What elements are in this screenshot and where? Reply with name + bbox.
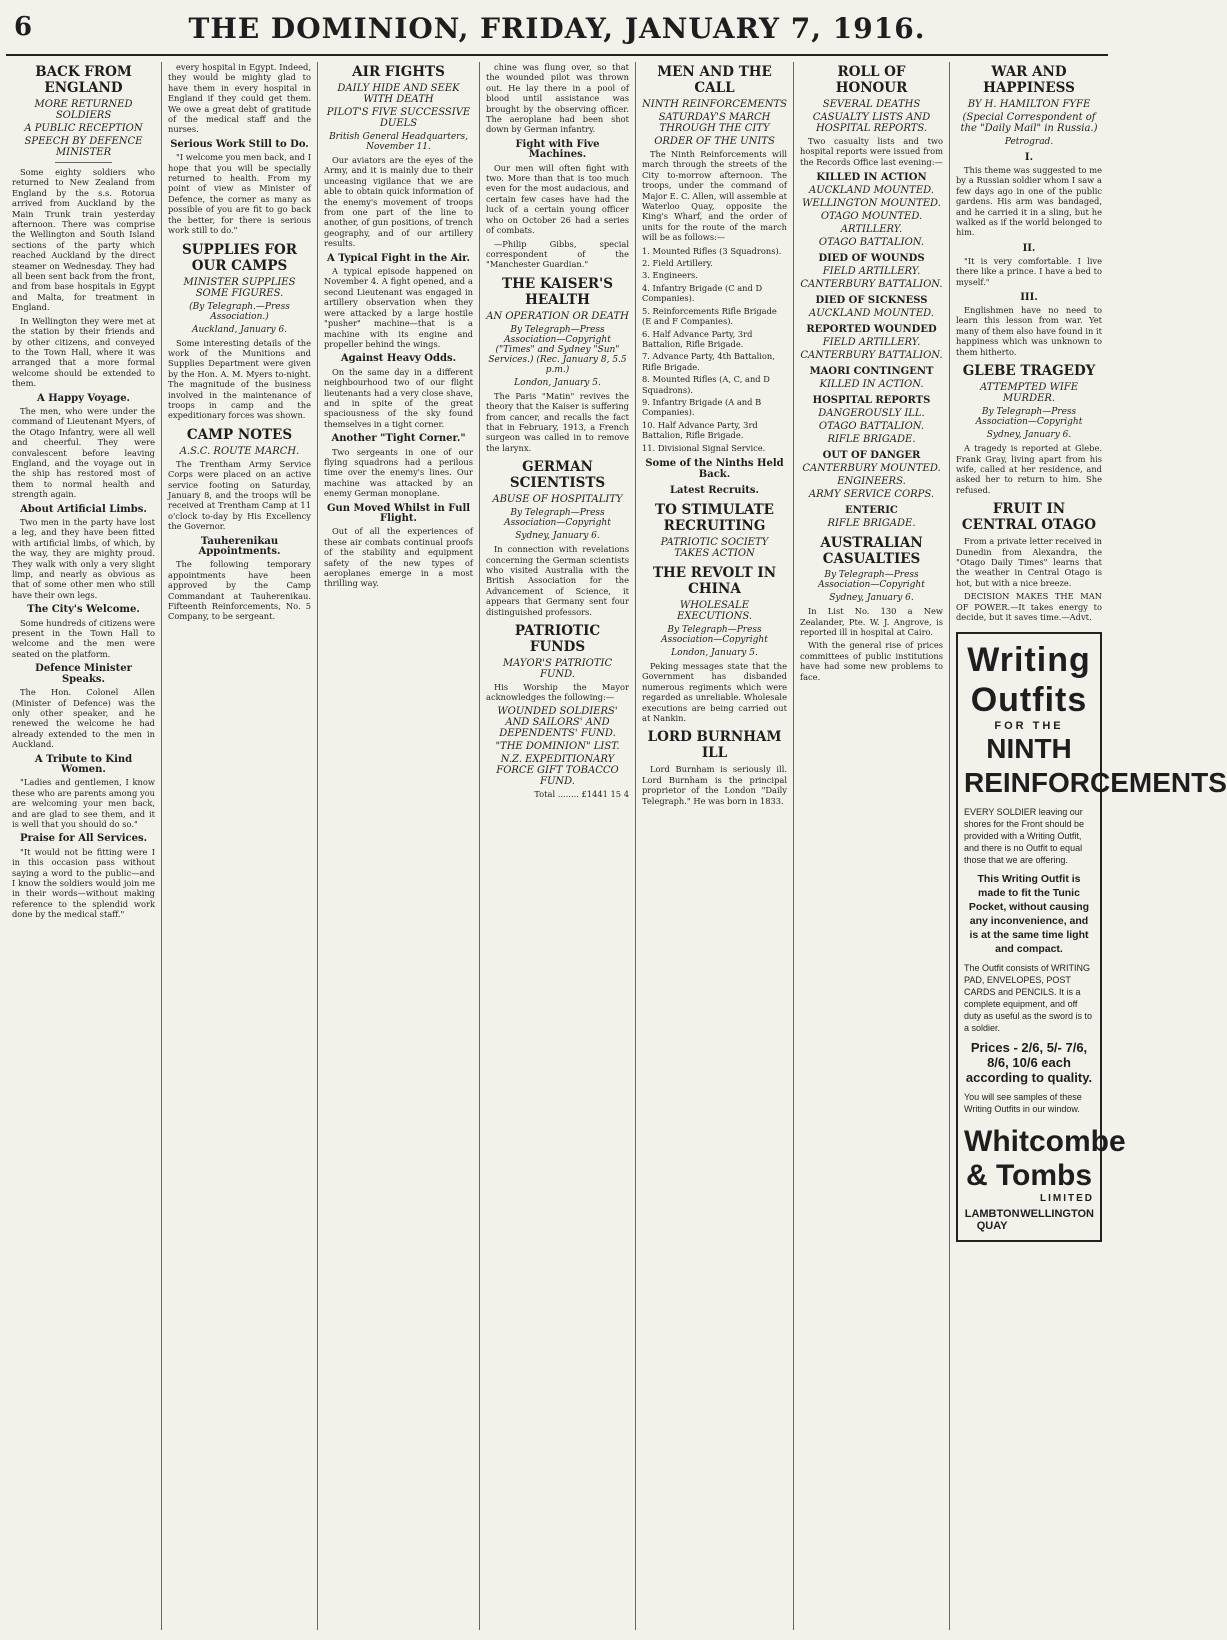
paragraph: Two sergeants in one of our flying squadrons had a perilous time over the enemy's lines. Our machine was attacked by an enemy German monoplane. [324,446,473,499]
dateline: London, January 5. [671,647,758,658]
headline: PATRIOTIC FUNDS [514,623,601,655]
section-heading: OUT OF DANGER [822,450,921,462]
ad-text: This Writing Outfit is made to fit the Tunic Pocket, without causing any inconvenience, and is at the same time light and compact. [968,873,1090,956]
section-heading: KILLED IN ACTION [816,172,927,184]
headline: TO STIMULATE RECRUITING [655,501,774,534]
unit-heading: ARTILLERY. [840,224,903,236]
section-heading: The City's Welcome. [27,604,140,616]
page-number: 6 [14,12,33,42]
paragraph: From a private letter received in Dunedin from Alexandra, the "Otago Daily Times" learns that the weather in Central Otago is hot, but with a nice breeze. [956,536,1102,588]
list-item: 2. Field Artillery. [642,258,713,269]
newspaper-page [6,6,1227,1634]
section-heading: Another "Tight Corner." [331,433,466,445]
units-list [642,246,787,453]
list-item: 8. Mounted Rifles (A, C, and D Squadrons). [642,374,770,395]
headline: FRUIT IN CENTRAL OTAGO [961,501,1097,534]
column-2 [162,62,318,1630]
section-heading: HOSPITAL REPORTS [812,395,931,407]
headline: AUSTRALIAN CASUALTIES [820,535,923,568]
unit-heading: WELLINGTON MOUNTED. [802,198,941,210]
unit-heading: ARMY SERVICE CORPS. [808,489,935,501]
paragraph: On the same day in a different neighbourhood two of our flight lieutenants had a very close shave, and in spite of the great spaciousness of the sky found themselves in a tight corner. [324,366,473,429]
subheadline: MAYOR'S PATRIOTIC FUND. [502,658,613,680]
fund-total: Total ........ £1441 15 4 [534,788,629,799]
paragraph: DECISION MAKES THE MAN OF POWER.—It takes energy to decide, but it saves time.—Advt. [956,591,1102,622]
list-item: 5. Reinforcements Rifle Brigade (E and F Companies). [642,305,777,327]
list-item: 1. Mounted Rifles (3 Squadrons). [642,245,782,256]
paragraph: The men, who were under the command of Lieutenant Myers, of the Otago Infantry, were all well and cheerful. They were convalescent before leaving England, and the voyage out in the ship has restored most of them to normal health and strength again. [12,405,155,500]
dateline: London, January 5. [514,377,601,388]
roman-numeral: II. [1022,242,1036,254]
dateline: British General Headquarters, November 11. [329,132,468,152]
section-heading: Serious Work Still to Do. [170,138,309,150]
paragraph: In connection with revelations concerning the German scientists who visited Australia with the British Association for the Advancement of Science, it appears that Germany sent four distinguished professors. [486,544,629,617]
headline: ROLL OF HONOUR [835,64,908,96]
paragraph: With the general rise of prices committees of public institutions have had some new problems to face. [800,640,943,682]
section-heading: MAORI CONTINGENT [809,366,934,378]
subheadline: "THE DOMINION" LIST. [495,740,620,752]
address-street: LAMBTON QUAY [964,1208,1020,1233]
ad-text: The Outfit consists of WRITING PAD, ENVELOPES, POST CARDS and PENCILS. It is a complete equipment, and off duty as useful as the sword is to a soldier. [964,963,1093,1034]
paragraph: chine was flung over, so that the wounded pilot was thrown out. He lay there in a pool of blood until assistance was brought by the observing officer. The aeroplane had been shot down by German infantry. [486,62,629,135]
roman-numeral: III. [1020,292,1038,304]
column-4 [480,62,636,1630]
headline: SUPPLIES FOR OUR CAMPS [182,241,297,274]
unit-heading: FIELD ARTILLERY. [822,337,921,349]
list-item: 6. Half Advance Party, 3rd Battalion, Rifle Brigade. [642,328,753,349]
subheadline: PILOT'S FIVE SUCCESSIVE DUELS [326,107,471,129]
headline: THE KAISER'S HEALTH [502,275,613,308]
paragraph: His Worship the Mayor acknowledges the following:— [486,682,629,703]
paragraph: This theme was suggested to me by a Russian soldier whom I saw a few days ago in one of the public gardens. His arm was bandaged, and he carried it in a sling, but he walked as if the world belonged to him. [956,165,1102,238]
headline: LORD BURNHAM ILL [647,729,782,762]
subheadline: SEVERAL DEATHS [822,99,921,110]
paragraph: Lord Burnham is seriously ill. Lord Burnham is the principal proprietor of the London "Daily Telegraph." He was born in 1833. [642,764,787,806]
column-3 [318,62,480,1630]
column-6 [794,62,950,1630]
unit-heading: CANTERBURY BATTALION. [800,350,943,362]
paragraph: A tragedy is reported at Glebe. Frank Gray, living apart from his wife, called at her residence, and asked her to return to him. She refused. [956,443,1102,495]
section-heading: Gun Moved Whilst in Full Flight. [326,502,471,524]
headline: GERMAN SCIENTISTS [509,459,606,492]
headline: GLEBE TRAGEDY [962,363,1096,380]
list-item: 9. Infantry Brigade (A and B Companies). [642,396,762,418]
section-heading: Praise for All Services. [19,833,148,845]
paragraph: —Philip Gibbs, special correspondent of the "Manchester Guardian." [486,238,629,270]
advertiser-logo: Whitcombe & Tombs [964,1125,1126,1193]
subheadline: WOUNDED SOLDIERS' AND SAILORS' AND DEPENDENTS' FUND. [497,705,618,739]
subheadline: CASUALTY LISTS AND HOSPITAL REPORTS. [812,112,931,134]
paragraph: The Paris "Matin" revives the theory that the Kaiser is suffering from cancer, and recalls the fact that in February, 1913, a French surgeon was called in to remove the larynx. [486,390,629,453]
newspaper-title: THE DOMINION, FRIDAY, JANUARY 7, 1916. [188,12,926,45]
ad-subtitle: FOR THE [994,720,1064,733]
headline: THE REVOLT IN CHINA [652,564,777,597]
section-heading: A Tribute to Kind Women. [34,753,133,775]
byline: By Telegraph—Press Association—Copyright [661,624,768,645]
headline: CAMP NOTES [186,426,293,443]
paragraph: In Wellington they were met at the station by their friends and by other citizens, and conveyed to the Town Hall, where it was arranged that a more formal welcome should be extended to them. [12,315,155,389]
dateline: Sydney, January 6. [515,531,600,542]
dateline: Sydney, January 6. [986,430,1072,441]
paragraph: "Ladies and gentlemen, I know these who are parents among you are welcoming your men back, and are glad to see them, and it is well that you should do so." [12,777,155,829]
byline: (Special Correspondent of the "Daily Mail" in Russia.) [960,112,1098,134]
subheadline: DAILY HIDE AND SEEK WITH DEATH [337,83,460,105]
byline: By Telegraph—Press Association—Copyright [504,508,611,529]
paragraph: The Hon. Colonel Allen (Minister of Defence) was the only other speaker, and he renewed the welcome he had already extended to the men in Auckland. [12,687,155,750]
subheadline: ABUSE OF HOSPITALITY [492,494,623,506]
paragraph: Two men in the party have lost a leg, and they have been fitted with artificial limbs, of which, by the way, they are mighty proud. They walk with only a very slight limp, and nearly as obvious as that of some other men who still have their own legs. [12,517,155,600]
unit-heading: RIFLE BRIGADE. [827,518,916,530]
subheadline: A.S.C. ROUTE MARCH. [179,445,300,457]
paragraph: The Trentham Army Service Corps were placed on an active service footing on Saturday, January 8, and the troops will be received at Trentham Camp at 11 o'clock to-day by His Excellency the Governor. [168,458,311,532]
headline: BACK FROM ENGLAND [35,64,132,96]
byline: By Telegraph—Press Association—Copyright [975,407,1083,428]
unit-heading: ENGINEERS. [837,476,906,488]
dateline: Sydney, January 6. [829,593,914,604]
unit-heading: OTAGO BATTALION. [818,237,925,249]
article-body [12,167,155,920]
section-heading: A Typical Fight in the Air. [327,252,470,264]
paragraph: Englishmen have no need to learn this lesson from war. Yet many of them also have found in it happiness which was unknown to them hitherto. [956,305,1102,357]
paragraph: Our men will often fight with two. More than that is too much even for the most audacious, and certain few cases have had the luck of a certain young officer who on October 26 had a series of combats. [486,162,629,236]
column-7 [950,62,1227,1630]
unit-heading: OTAGO BATTALION. [818,421,925,433]
column-1 [6,62,162,1630]
paragraph: In List No. 130 a New Zealander, Pte. W. J. Angrove, is reported ill in hospital at Cairo. [800,606,943,638]
headline: MEN AND THE CALL [657,64,772,96]
section-heading: ENTERIC [845,505,898,517]
byline: BY H. HAMILTON FYFE [967,99,1091,110]
unit-heading: RIFLE BRIGADE. [827,434,916,446]
column-5 [636,62,794,1630]
ad-title: Writing Outfits [967,641,1091,720]
section-heading: Some of the Ninths Held Back. [645,457,784,480]
address-city: WELLINGTON [1020,1208,1094,1221]
section-heading: Defence Minister Speaks. [35,663,132,685]
unit-heading: CANTERBURY MOUNTED. [802,463,941,475]
advertiser-limited: LIMITED [1040,1193,1094,1205]
byline: (By Telegraph.—Press Association.) [189,301,290,322]
paragraph: Some eighty soldiers who returned to New Zealand from England by the s.s. Rotorua arrived from Auckland by the Main Trunk train yesterday afternoon. There was comprise the Wellington and South Island sections of the party which reached Auckland by the direct steamer on Wednesday. They had all been sent back from the front, and from base hospitals in Egypt and Malta, for treatment in England. [12,167,155,313]
subheadline: ATTEMPTED WIFE MURDER. [979,382,1079,405]
dateline: Petrograd. [1004,137,1054,147]
paragraph: Out of all the experiences of these air combats continual proofs of the stability and equipment safety of the new types of aeroplanes emerge in a most thrilling way. [324,526,473,589]
subheadline: N.Z. EXPEDITIONARY FORCE GIFT TOBACCO FUND. [496,753,619,787]
paragraph: "I welcome you men back, and I hope that you will be specially returned to health. From my point of view as Minister of Defence, the corner as many as possible of you are fit to go back the better, for there is serious work still to do." [168,152,311,236]
roman-numeral: I. [1024,152,1034,163]
list-item: 7. Advance Party, 4th Battalion, Rifle Brigade. [642,351,775,372]
unit-heading: AUCKLAND MOUNTED. [808,308,934,320]
advertiser-address [964,1208,1094,1232]
ad-text: EVERY SOLDIER leaving our shores for the Front should be provided with a Writing Outfit, and there is no Outfit to equal those that we are offering. [964,807,1085,866]
unit-heading: CANTERBURY BATTALION. [800,279,943,291]
paragraph: The Ninth Reinforcements will march through the streets of the City to-morrow afternoon. The troops, under the command of Major E. C. Allen, will assemble at Waterloo Quay, opposite the King's Wharf, and the order of units for the route of the march will be as follows:— [642,149,787,243]
ad-title: NINTH REINFORCEMENTS [964,733,1227,799]
subheadline: ORDER OF THE UNITS [654,136,775,147]
divider [55,162,112,163]
unit-heading: OTAGO MOUNTED. [820,211,923,223]
subheadline: MINISTER SUPPLIES SOME FIGURES. [183,276,296,299]
article-body [168,62,311,236]
list-item: 3. Engineers. [642,270,698,281]
section-heading: Latest Recruits. [669,484,760,496]
byline: By Telegraph—Press Association—Copyright [818,570,925,591]
dateline: Auckland, January 6. [191,324,288,335]
paragraph: Some hundreds of citizens were present in the Town Hall to welcome and the men were seated on the platform. [12,617,155,659]
paragraph: The following temporary appointments have been approved by the Camp Commandant at Tauherenikau. Fifteenth Reinforcements, No. 5 Company, to be sergeant. [168,559,311,622]
subheadline: PATRIOTIC SOCIETY TAKES ACTION [660,536,769,559]
list-item: 10. Half Advance Party, 3rd Battalion, Rifle Brigade. [642,419,758,441]
paragraph: Some interesting details of the work of the Munitions and Supplies Department were given by the Hon. A. M. Myers to-night. The magnitude of the business involved in the maintenance of troops in camp and the expeditionary forces was shown. [168,337,311,421]
ad-text: You will see samples of these Writing Outfits in our window. [964,1092,1082,1115]
byline: By Telegraph—Press Association—Copyright ("Times" and Sydney "Sun" Services.) (Rec. January 8, 5.5 p.m.) [488,324,627,375]
unit-heading: AUCKLAND MOUNTED. [808,185,934,197]
unit-heading: DANGEROUSLY ILL. [818,408,925,420]
subheadline: NINTH REINFORCEMENTS [642,99,787,110]
headline: AIR FIGHTS [352,64,445,80]
section-heading: DIED OF SICKNESS [815,295,928,307]
paragraph: Two casualty lists and two hospital reports were issued from the Records Office last evening:— [800,136,943,167]
section-heading: Tauherenikau Appointments. [198,535,281,557]
subheadline: MORE RETURNED SOLDIERS [34,99,133,121]
subheadline: SPEECH BY DEFENCE MINISTER [24,136,143,158]
section-heading: DIED OF WOUNDS [818,253,925,265]
section-heading: A Happy Voyage. [36,392,131,404]
paragraph: Peking messages state that the Government has disbanded numerous regiments which were regarded as unreliable. Wholesale executions are being carried out at Nankin. [642,660,787,723]
headline: WAR AND HAPPINESS [983,64,1075,96]
subheadline: SATURDAY'S MARCH THROUGH THE CITY [658,112,771,134]
list-item: 4. Infantry Brigade (C and D Companies). [642,282,763,304]
unit-heading: KILLED IN ACTION. [819,379,924,391]
unit-heading: FIELD ARTILLERY. [822,266,921,278]
subheadline: A PUBLIC RECEPTION [24,123,143,134]
paragraph: A typical episode happened on November 4. A fight opened, and a second Lieutenant was engaged in artillery observation when they were attacked by a large hostile "pusher" machine—that is a machine with its engine and propeller behind the wings. [324,266,473,349]
ad-prices: Prices - 2/6, 5/- 7/6, 8/6, 10/6 each according to quality. [965,1040,1093,1086]
section-heading: REPORTED WOUNDED [806,324,937,336]
paragraph: every hospital in Egypt. Indeed, they would be mighty glad to have them in every hospital in England if they could get them. We owe a great debt of gratitude of the medical staff and the nurses. [168,62,311,135]
paragraph: "It is very comfortable. I live there like a prince. I have a bed to myself." [956,255,1102,287]
paragraph: Our aviators are the eyes of the Army, and it is mainly due to their unceasing vigilance that we are able to obtain quick information of the enemy's movement of troops from one part of the line to another, of gun positions, of trench geography, and of our artillery results. [324,155,473,249]
masthead [6,6,1108,56]
writing-outfits-advertisement [956,632,1227,1242]
list-item: 11. Divisional Signal Service. [642,442,766,453]
section-heading: Against Heavy Odds. [340,353,457,365]
section-heading: About Artificial Limbs. [20,503,147,515]
paragraph: "It would not be fitting were I in this occasion pass without saying a word to the public—and I know the soldiers would join me in their words—without making reference to the splendid work done by the medical staff." [12,846,155,920]
subheadline: WHOLESALE EXECUTIONS. [676,599,753,622]
section-heading: Fight with Five Machines. [515,138,600,161]
subheadline: AN OPERATION OR DEATH [486,310,629,322]
